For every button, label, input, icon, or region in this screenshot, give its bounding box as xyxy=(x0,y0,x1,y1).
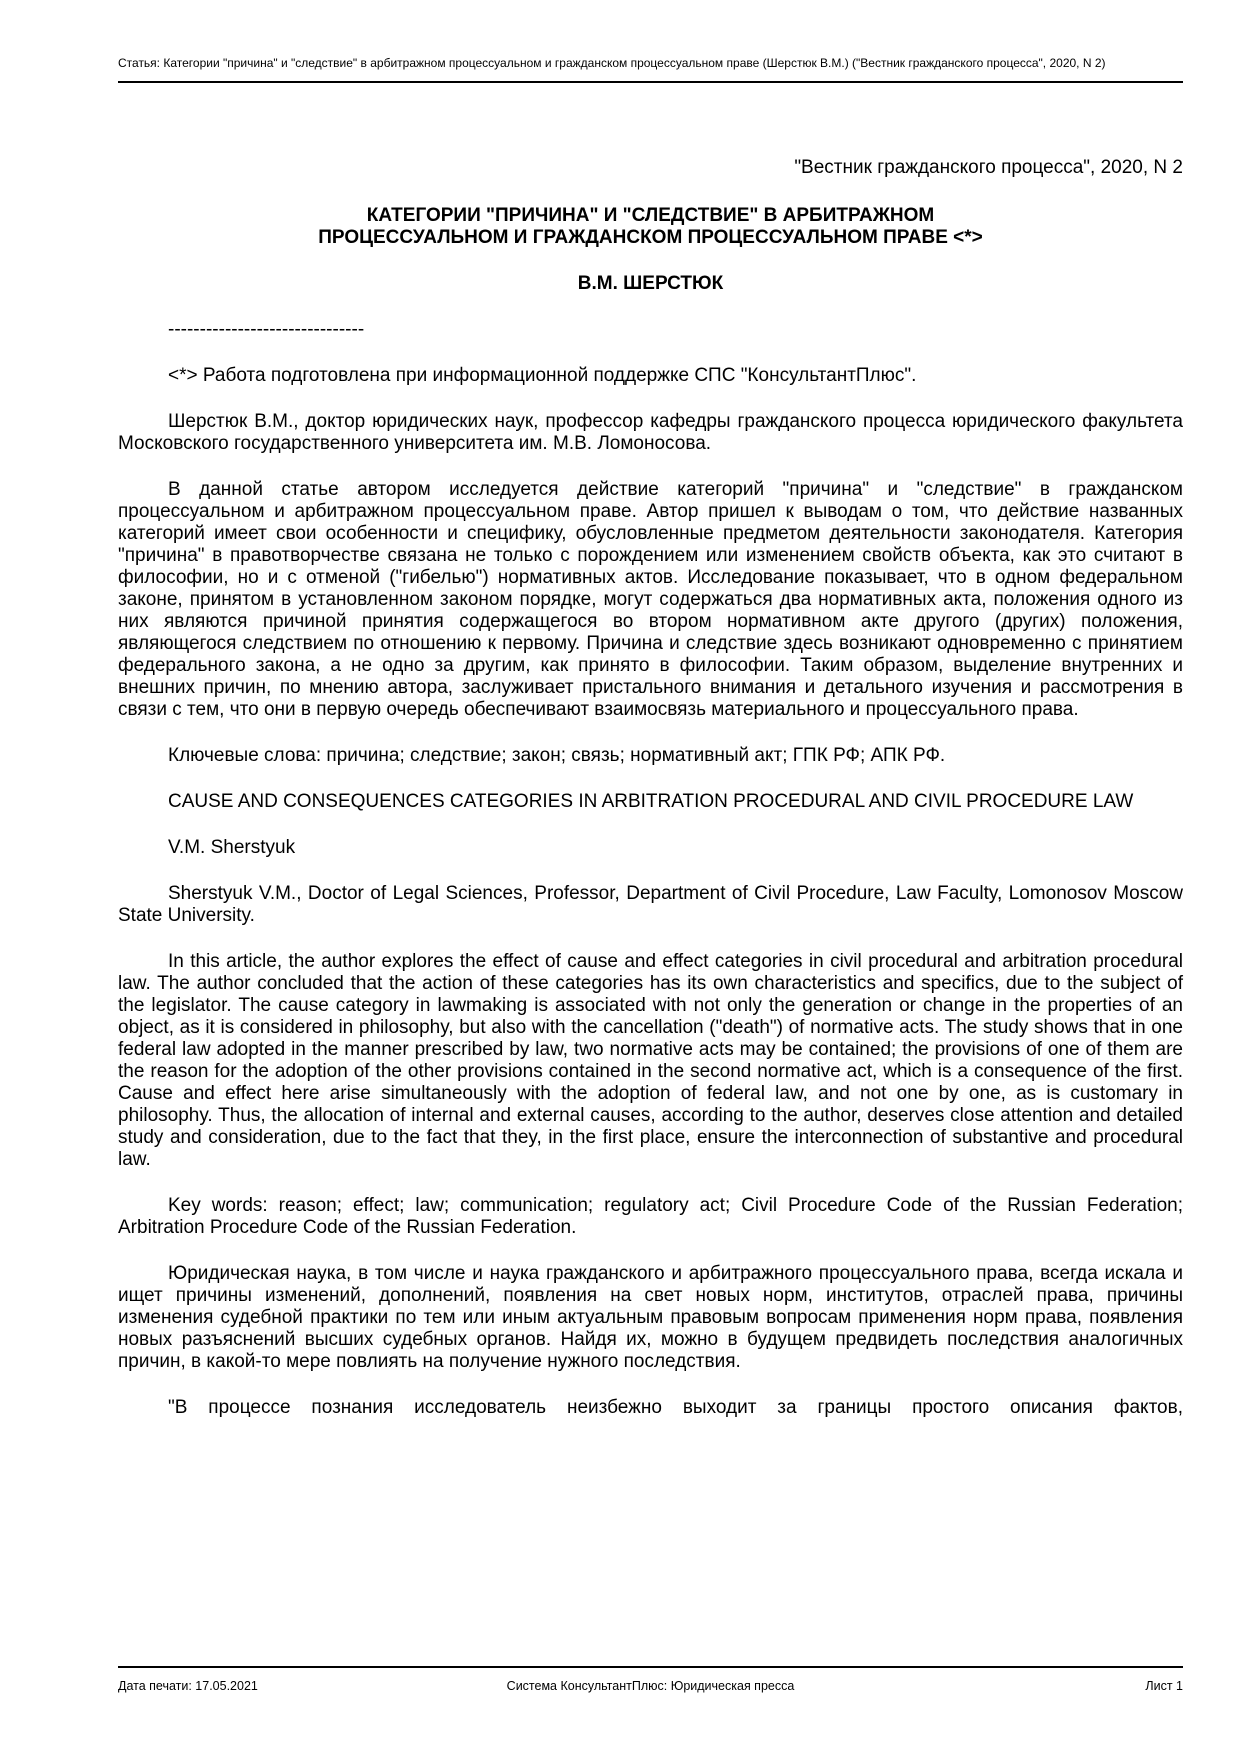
page-footer xyxy=(118,1666,1183,1694)
article-title-en: CAUSE AND CONSEQUENCES CATEGORIES IN ARBITRATION PROCEDURAL AND CIVIL PROCEDURE LAW xyxy=(168,791,1134,812)
article-content xyxy=(118,157,1183,1419)
footnote-text: <*> Работа подготовлена при информационной поддержке СПС "КонсультантПлюс". xyxy=(168,365,917,386)
system-name: Система КонсультантПлюс: Юридическая пресса xyxy=(506,1679,795,1693)
article-header-line: Статья: Категории "причина" и "следствие" в арбитражном процессуальном и гражданском процессуальном праве (Шерстюк В.М.) ("Вестник гражданского процесса", 2020, N 2) xyxy=(118,56,1106,70)
body-paragraph-2: "В процессе познания исследователь неизбежно выходит за границы простого описания фактов, xyxy=(168,1397,1183,1418)
article-title-ru xyxy=(118,205,1183,249)
journal-reference: "Вестник гражданского процесса", 2020, N 2 xyxy=(794,157,1183,178)
keywords-ru: Ключевые слова: причина; следствие; закон; связь; нормативный акт; ГПК РФ; АПК РФ. xyxy=(168,745,946,766)
abstract-en: In this article, the author explores the effect of cause and effect categories in civil procedural and arbitration procedural law. The author concluded that the action of these categories has its own characteristics and specifics, due to the subject of the legislator. The cause category in lawmaking is associated with not only the generation or change in the properties of an object, as it is considered in philosophy, but also with the cancellation ("death") of normative acts. The study shows that in one federal law adopted in the manner prescribed by law, two normative acts may be contained; the provisions of one of them are the reason for the adoption of the other provisions contained in the second normative act, which is a consequence of the first. Cause and effect here arise simultaneously with the adoption of federal law, and not one by one, as is customary in philosophy. Thus, the allocation of internal and external causes, according to the author, deserves close attention and detailed study and consideration, due to the fact that they, in the first place, ensure the interconnection of substantive and procedural law. xyxy=(118,951,1183,1170)
title-ru-line-1: КАТЕГОРИИ "ПРИЧИНА" И "СЛЕДСТВИЕ" В АРБИТРАЖНОМ xyxy=(366,205,935,226)
print-date: Дата печати: 17.05.2021 xyxy=(118,1679,258,1693)
author-bio-en: Sherstyuk V.M., Doctor of Legal Sciences, Professor, Department of Civil Procedure, Law Faculty, Lomonosov Moscow State University. xyxy=(118,883,1183,926)
abstract-ru: В данной статье автором исследуется действие категорий "причина" и "следствие" в гражданском процессуальном и арбитражном процессуальном праве. Автор пришел к выводам о том, что действие названных категорий имеет свои особенности и специфику, обусловленные предметом деятельности законодателя. Категория "причина" в правотворчестве связана не только с порождением или изменением свойств объекта, как это считают в философии, но и с отменой ("гибелью") нормативных актов. Исследование показывает, что в одном федеральном законе, принятом в установленном законом порядке, могут содержаться два нормативных акта, положения одного из них являются причиной принятия содержащегося во втором нормативном акте другого (других) положения, являющегося следствием по отношению к первому. Причина и следствие здесь возникают одновременно с принятием федерального закона, а не одно за другим, как принято в философии. Таким образом, выделение внутренних и внешних причин, по мнению автора, заслуживает пристального внимания и детального изучения и рассмотрения в связи с тем, что они в первую очередь обеспечивают взаимосвязь материального и процессуального права. xyxy=(118,479,1183,720)
sheet-number: Лист 1 xyxy=(1145,1679,1183,1693)
keywords-en: Key words: reason; effect; law; communication; regulatory act; Civil Procedure Code of the Russian Federation; Arbitration Procedure Code of the Russian Federation. xyxy=(118,1195,1183,1238)
footnote-divider: ------------------------------- xyxy=(168,319,365,340)
title-ru-line-2: ПРОЦЕССУАЛЬНОМ И ГРАЖДАНСКОМ ПРОЦЕССУАЛЬНОМ ПРАВЕ <*> xyxy=(318,227,983,248)
page-header xyxy=(118,56,1183,83)
author-name-en: V.M. Sherstyuk xyxy=(168,837,296,858)
author-name-ru: В.М. ШЕРСТЮК xyxy=(577,273,724,294)
author-bio-ru: Шерстюк В.М., доктор юридических наук, профессор кафедры гражданского процесса юридического факультета Московского государственного университета им. М.В. Ломоносова. xyxy=(118,411,1183,454)
body-paragraph-1: Юридическая наука, в том числе и наука гражданского и арбитражного процессуального права, всегда искала и ищет причины изменений, дополнений, появления на свет новых норм, институтов, отраслей права, причины изменения судебной практики по тем или иным актуальным правовым вопросам применения норм права, появления новых разъяснений высших судебных органов. Найдя их, можно в будущем предвидеть последствия аналогичных причин, в какой-то мере повлиять на получение нужного последствия. xyxy=(118,1263,1183,1372)
